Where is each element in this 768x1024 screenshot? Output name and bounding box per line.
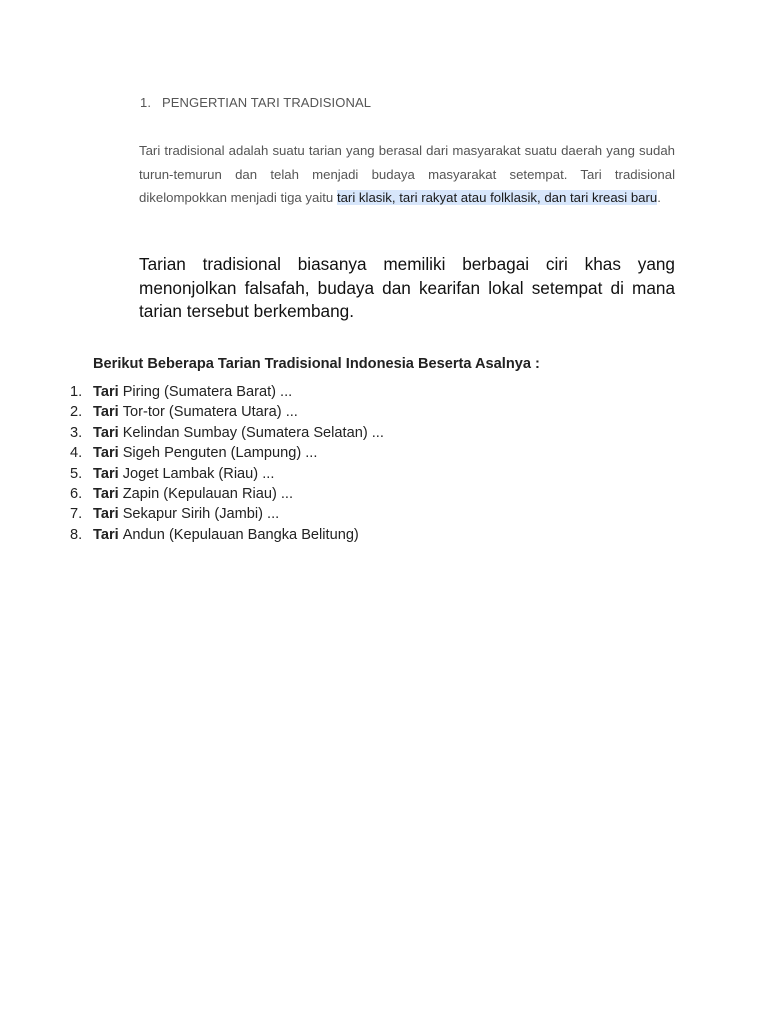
list-item-bold: Tari (93, 384, 119, 400)
list-item (64, 382, 384, 402)
list-item-number: 5. (70, 465, 83, 482)
list-item-number: 7. (70, 506, 83, 523)
list-item-text: Zapin (Kepulauan Riau) ... (122, 486, 294, 503)
list-item-text: Sigeh Penguten (Lampung) ... (122, 445, 318, 462)
list-item (64, 464, 384, 484)
list-item (64, 402, 384, 422)
list-item-text: Andun (Kepulauan Bangka Belitung) (122, 526, 359, 543)
definition-paragraph (139, 139, 675, 210)
list-item-bold: Tari (93, 465, 119, 482)
section-heading (140, 95, 371, 110)
list-item (64, 525, 384, 545)
section-number: 1. (140, 95, 152, 110)
list-item-bold: Tari (93, 445, 119, 462)
list-item (64, 443, 384, 463)
highlighted-text: tari klasik, tari rakyat atau folklasik, dan tari kreasi baru (336, 190, 658, 205)
list-item-text: Kelindan Sumbay (Sumatera Selatan) ... (122, 424, 384, 441)
list-item-number: 8. (70, 526, 83, 543)
list-item-bold: Tari (93, 506, 119, 523)
list-item (64, 484, 384, 504)
list-item-bold: Tari (93, 404, 119, 421)
list-item-text: Sekapur Sirih (Jambi) ... (122, 506, 280, 523)
list-item-text: Tor-tor (Sumatera Utara) ... (122, 404, 298, 421)
definition-text: Tari tradisional adalah suatu tarian yang berasal dari masyarakat suatu daerah yang sudah turun-temurun dan telah menjadi budaya masyarakat setempat. Tari tradisional dikelompokkan menjadi tiga yaitu (139, 143, 675, 205)
list-item-number: 3. (70, 424, 83, 441)
list-item-bold: Tari (93, 486, 119, 503)
characteristics-paragraph: Tarian tradisional biasanya memiliki berbagai ciri khas yang menonjolkan falsafah, budaya dan kearifan lokal setempat di mana tarian tersebut berkembang. (139, 254, 675, 321)
list-item-number: 2. (70, 404, 83, 421)
list-item-text: Piring (Sumatera Barat) ... (122, 384, 293, 400)
list-item-bold: Tari (93, 424, 119, 441)
list-item-number: 6. (70, 486, 83, 503)
list-title: Berikut Beberapa Tarian Tradisional Indonesia Beserta Asalnya : (93, 356, 540, 372)
list-item (64, 504, 384, 524)
list-item-number: 4. (70, 445, 83, 462)
section-title: PENGERTIAN TARI TRADISIONAL (162, 95, 372, 110)
definition-end: . (657, 190, 661, 205)
list-item-text: Joget Lambak (Riau) ... (122, 465, 275, 482)
list-item (64, 423, 384, 443)
list-item-bold: Tari (93, 526, 119, 543)
dance-list (64, 382, 384, 545)
list-item-number: 1. (70, 384, 83, 400)
